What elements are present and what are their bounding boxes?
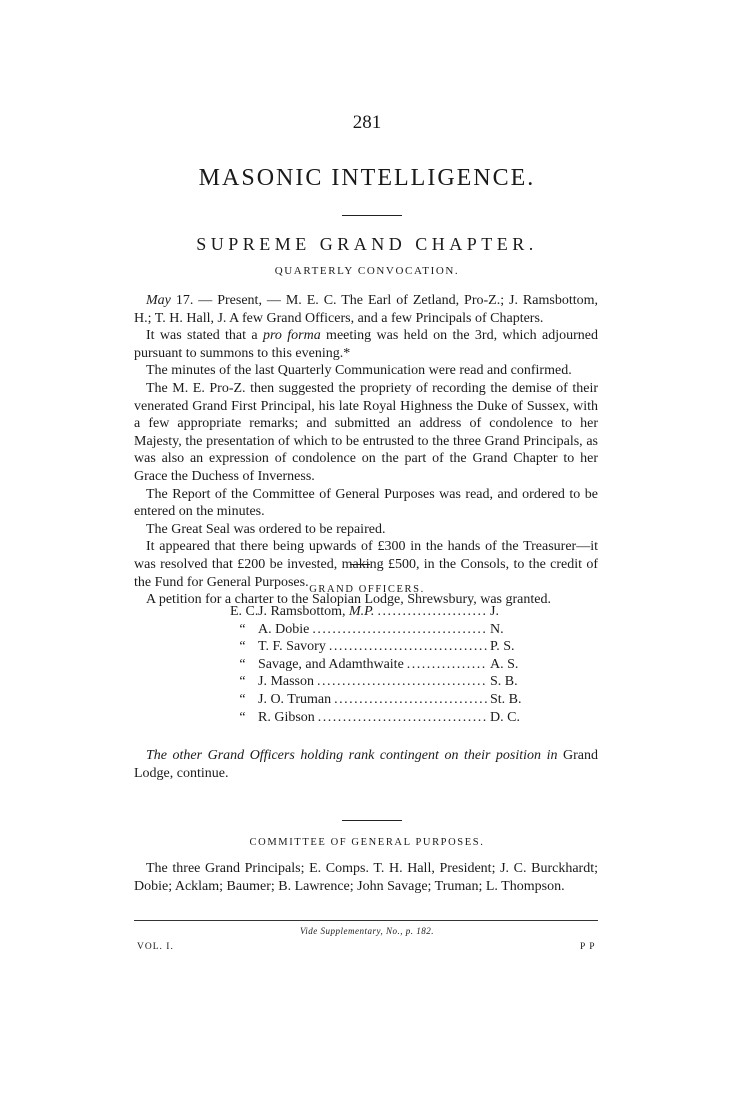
officer-prefix: E. C. xyxy=(230,604,259,619)
officer-rank: J. xyxy=(490,604,499,619)
section-title: MASONIC INTELLIGENCE. xyxy=(198,165,536,191)
ditto-mark: “ xyxy=(238,621,246,637)
officer-row xyxy=(230,638,520,656)
other-officers-upright: Grand Lodge, continue. xyxy=(134,748,598,781)
officer-name: J. Masson xyxy=(258,674,315,690)
ditto-mark: “ xyxy=(238,674,246,690)
committee-members: The three Grand Principals; E. Comps. T. H. Hall, President; J. C. Burckhardt; Dobie; Acklam; Baumer; B. Lawrence; John Savage; Truman; L. Thompson. xyxy=(134,861,598,894)
ditto-mark: “ xyxy=(238,656,246,672)
leader-dots xyxy=(317,673,487,691)
grand-officers-heading: GRAND OFFICERS. xyxy=(309,584,425,595)
leader-dots xyxy=(312,621,487,639)
paragraph-minutes: The minutes of the last Quarterly Communication were read and confirmed. xyxy=(146,363,572,379)
ditto-mark: “ xyxy=(238,639,246,655)
volume-mark: VOL. I. xyxy=(137,942,174,952)
leader-dots xyxy=(407,656,487,674)
chapter-title: SUPREME GRAND CHAPTER. xyxy=(196,234,538,254)
other-officers-note xyxy=(134,747,598,783)
officer-name: A. Dobie xyxy=(258,621,310,637)
paragraph-pro-forma-italic: pro forma xyxy=(262,328,321,344)
leader-dots xyxy=(377,603,487,621)
paragraph-present-text: 17. — Present, — M. E. C. The Earl of Zetland, Pro-Z.; J. Ramsbottom, H.; T. H. Hall, J. A few Grand Officers, and a few Principals of Chapters. xyxy=(134,293,598,326)
officer-name: R. Gibson xyxy=(258,709,315,725)
committee-divider xyxy=(342,820,402,821)
paragraph-pro-forma xyxy=(134,327,598,362)
paragraph-pro-forma-text-a: It was stated that a xyxy=(146,328,263,344)
paragraph-present xyxy=(134,292,598,327)
officer-row xyxy=(230,691,520,709)
leader-dots xyxy=(334,691,487,709)
title-divider xyxy=(342,215,402,216)
officer-name-text: J. Ramsbottom, xyxy=(258,604,350,619)
officer-name-italic: M.P. xyxy=(349,604,375,619)
other-officers-italic: The other Grand Officers holding rank contingent on their position in xyxy=(146,748,558,763)
short-divider xyxy=(350,564,370,565)
signature-mark: P P xyxy=(580,942,596,952)
minutes-body xyxy=(134,292,598,609)
officer-rank: D. C. xyxy=(490,709,520,725)
paragraph-treasurer: It appeared that there being upwards of £300 in the hands of the Treasurer—it was resolved that £200 be invested, making £500, in the Consols, to the credit of the Fund for General Purposes. xyxy=(134,539,598,590)
paragraph-date: May xyxy=(146,293,171,308)
ditto-mark: “ xyxy=(238,691,246,707)
officer-row xyxy=(230,621,520,639)
officer-rank: A. S. xyxy=(490,656,519,672)
officer-row xyxy=(230,673,520,691)
leader-dots xyxy=(329,638,487,656)
paragraph-seal: The Great Seal was ordered to be repaired. xyxy=(146,521,386,537)
paragraph-condolence: The M. E. Pro-Z. then suggested the propriety of recording the demise of their venerated Grand First Principal, his late Royal Highness the Duke of Sussex, with a few appropriate remarks; and submitted an address of condolence to her Majesty, the presentation of which to be entrusted to the three Grand Principals, as was also an expression of condolence on the part of the Grand Chapter to her Grace the Duchess of Inverness. xyxy=(134,380,598,484)
grand-officers-list xyxy=(230,603,520,726)
officer-name: J. O. Truman xyxy=(258,691,332,707)
ditto-mark: “ xyxy=(238,709,246,725)
officer-name: Savage, and Adamthwaite xyxy=(258,656,404,672)
page-number: 281 xyxy=(352,112,382,133)
officer-rank: S. B. xyxy=(490,674,518,690)
officer-rank: P. S. xyxy=(490,639,515,655)
paragraph-petition: A petition for a charter to the Salopian Lodge, Shrewsbury, was granted. xyxy=(146,592,551,608)
footnote-rule xyxy=(134,920,598,921)
officer-name: T. F. Savory xyxy=(258,639,326,655)
leader-dots xyxy=(318,709,487,727)
officer-row xyxy=(230,603,520,621)
officer-rank: N. xyxy=(490,621,504,637)
officer-rank: St. B. xyxy=(490,691,522,707)
footnote: Vide Supplementary, No., p. 182. xyxy=(299,926,435,936)
committee-heading: COMMITTEE OF GENERAL PURPOSES. xyxy=(249,837,485,848)
paragraph-report: The Report of the Committee of General Purposes was read, and ordered to be entered on the minutes. xyxy=(134,486,598,520)
convocation-subtitle: QUARTERLY CONVOCATION. xyxy=(274,265,460,277)
paragraph-pro-forma-text-b: meeting was held on the 3rd, which adjourned pursuant to summons to this evening.* xyxy=(134,328,598,361)
officer-row xyxy=(230,709,520,727)
officer-row xyxy=(230,656,520,674)
officer-name xyxy=(258,603,374,621)
